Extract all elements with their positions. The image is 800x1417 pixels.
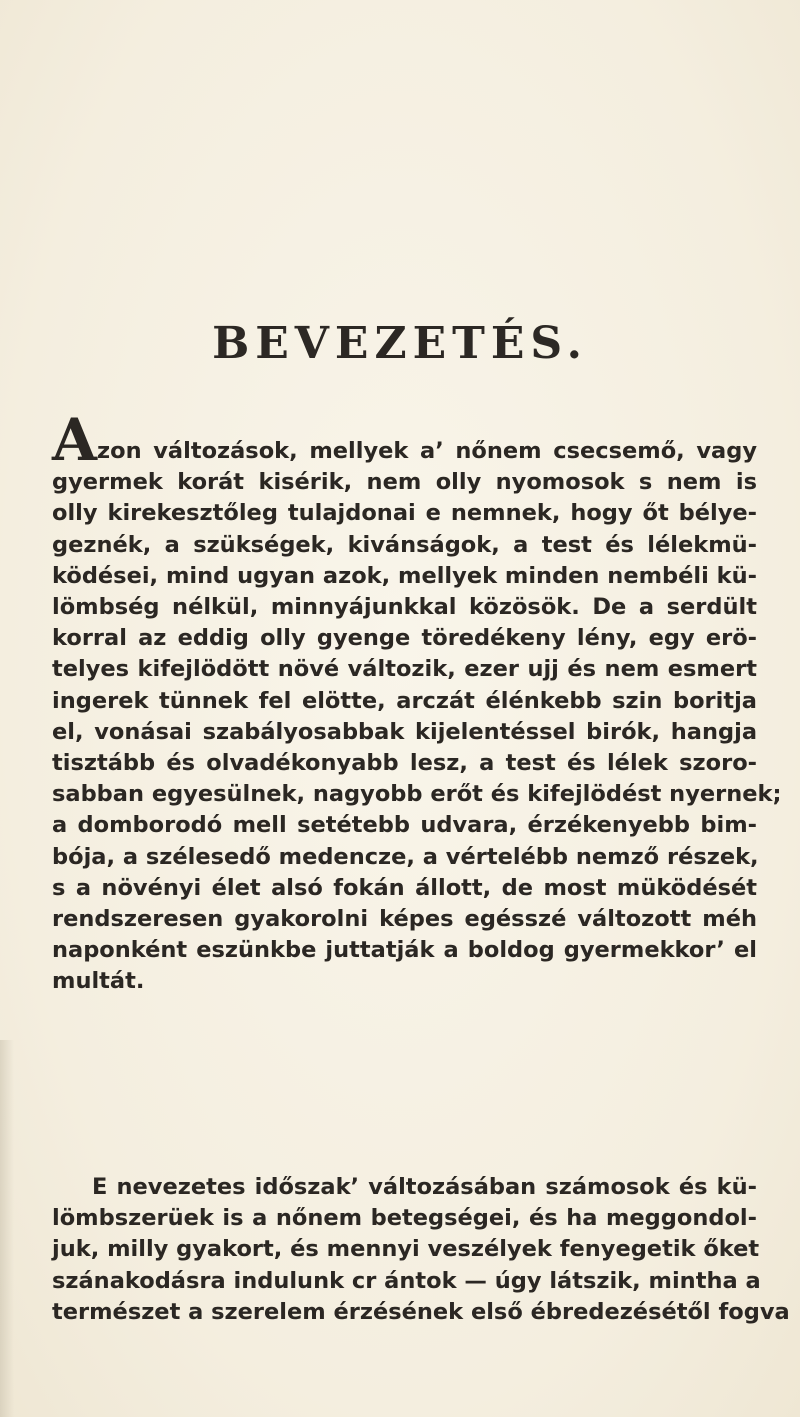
text-line: s a növényi élet alsó fokán állott, de most müködését <box>52 874 757 901</box>
text-line: olly kirekesztőleg tulajdonai e nemnek, hogy őt bélye- <box>52 500 757 527</box>
text-line: el, vonásai szabályosabbak kijelentéssel birók, hangja <box>52 718 757 745</box>
paragraph-1 <box>52 406 782 998</box>
text-line: sabban egyesülnek, nagyobb erőt és kifejlödést nyernek; <box>52 781 782 808</box>
first-line-text: zon változások, mellyek a’ nőnem csecsemő, vagy <box>97 438 757 464</box>
text-line: lömbszerüek is a nőnem betegségei, és ha meggondol- <box>52 1205 757 1232</box>
text-line: juk, milly gyakort, és mennyi veszélyek fenyegetik őket <box>52 1236 760 1263</box>
text-line: szánakodásra indulunk cr ántok — úgy látszik, mintha a <box>52 1267 761 1294</box>
text-line: bója, a szélesedő medencze, a vértelébb nemző részek, <box>52 843 759 870</box>
text-line: lömbség nélkül, minnyájunkkal közösök. De a serdült <box>52 594 757 621</box>
paragraph-2 <box>52 1172 790 1328</box>
page-edge-shadow <box>0 1040 14 1417</box>
indented-line-text: E nevezetes időszak’ változásában számosok és kü- <box>92 1174 757 1200</box>
text-line <box>52 1172 757 1203</box>
chapter-title: BEVEZETÉS. <box>212 318 588 369</box>
text-line: ködései, mind ugyan azok, mellyek minden nembéli kü- <box>52 562 757 589</box>
text-line: rendszeresen gyakorolni képes egésszé változott méh <box>52 906 757 933</box>
text-line: geznék, a szükségek, kivánságok, a test és lélekmü- <box>52 531 757 558</box>
text-line: természet a szerelem érzésének első ébredezésétől fogva <box>52 1298 790 1325</box>
text-line: tisztább és olvadékonyabb lesz, a test és lélek szoro- <box>52 750 757 777</box>
text-line: korral az eddig olly gyenge töredékeny lény, egy erö- <box>52 625 757 652</box>
text-line: ingerek tünnek fel elötte, arczát élénkebb szin boritja <box>52 687 757 714</box>
text-line: naponként eszünkbe juttatják a boldog gyermekkor’ el <box>52 937 757 964</box>
drop-cap: A <box>52 406 98 474</box>
text-line: telyes kifejlödött növé változik, ezer ujj és nem esmert <box>52 656 757 683</box>
text-line: gyermek korát kisérik, nem olly nyomosok s nem is <box>52 469 757 496</box>
text-line: a domborodó mell setétebb udvara, érzékenyebb bim- <box>52 812 757 839</box>
text-line: multát. <box>52 968 145 995</box>
text-line <box>52 406 757 474</box>
